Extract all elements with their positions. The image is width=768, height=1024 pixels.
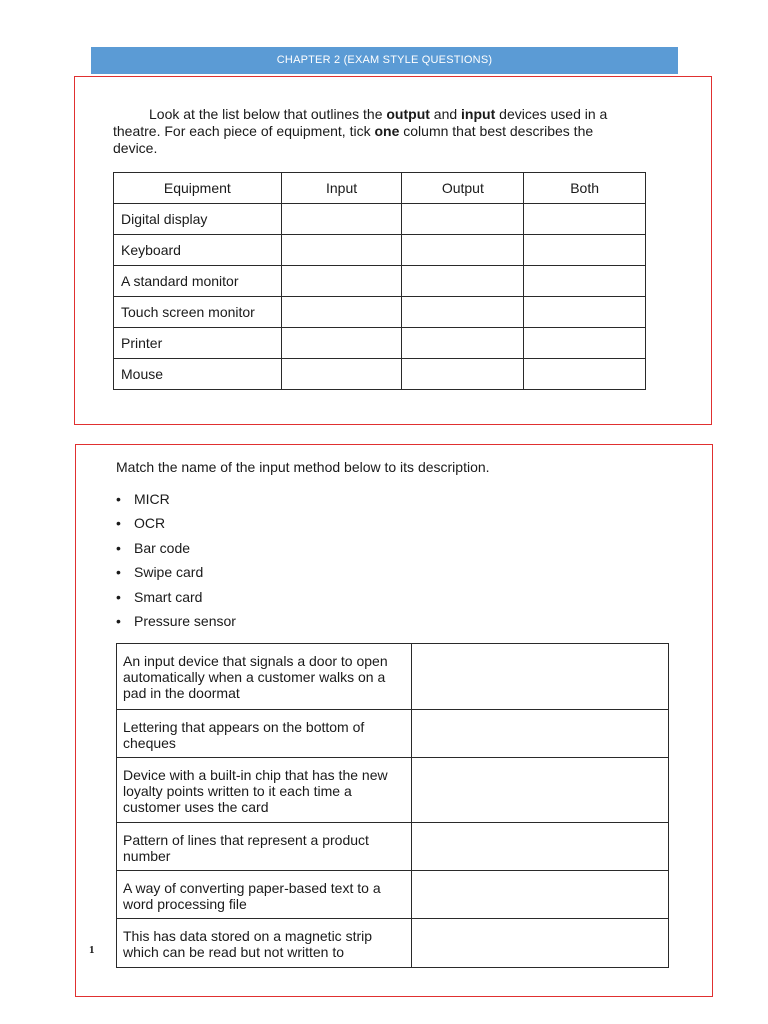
answer-cell[interactable] (411, 823, 668, 871)
method-label: Swipe card (134, 564, 204, 581)
table-row (114, 266, 646, 297)
tick-cell-input[interactable] (281, 297, 402, 328)
list-item (116, 562, 236, 586)
tick-cell-both[interactable] (524, 204, 646, 235)
input-method-list (116, 489, 236, 635)
answer-cell[interactable] (411, 919, 668, 968)
description-cell: An input device that signals a door to open automatically when a customer walks on a pad in the doormat (117, 644, 412, 710)
tick-cell-input[interactable] (281, 266, 402, 297)
equipment-name: Touch screen monitor (114, 297, 282, 328)
bullet-icon: • (116, 588, 121, 605)
chapter-header: CHAPTER 2 (EXAM STYLE QUESTIONS) (91, 47, 678, 74)
method-label: Smart card (134, 588, 203, 605)
table-row (117, 644, 669, 710)
description-cell: Device with a built-in chip that has the new loyalty points written to it each time a customer uses the card (117, 758, 412, 823)
answer-cell[interactable] (411, 710, 668, 758)
tick-cell-output[interactable] (402, 328, 524, 359)
list-item (116, 513, 236, 537)
tick-cell-both[interactable] (524, 297, 646, 328)
method-label: OCR (134, 515, 166, 532)
tick-cell-input[interactable] (281, 359, 402, 390)
equipment-name: Keyboard (114, 235, 282, 266)
column-header-both: Both (524, 173, 646, 204)
tick-cell-both[interactable] (524, 328, 646, 359)
table-row (117, 710, 669, 758)
table-row (117, 823, 669, 871)
description-cell: This has data stored on a magnetic strip which can be read but not written to (117, 919, 412, 968)
tick-cell-input[interactable] (281, 235, 402, 266)
table-row (114, 359, 646, 390)
tick-cell-output[interactable] (402, 204, 524, 235)
bullet-icon: • (116, 564, 121, 581)
method-label: Pressure sensor (134, 612, 236, 629)
equipment-name: A standard monitor (114, 266, 282, 297)
equipment-table (113, 172, 646, 390)
tick-cell-both[interactable] (524, 359, 646, 390)
tick-cell-output[interactable] (402, 235, 524, 266)
column-header-output: Output (402, 173, 524, 204)
equipment-table-header (114, 173, 646, 204)
list-item (116, 538, 236, 562)
description-cell: A way of converting paper-based text to a word processing file (117, 871, 412, 919)
tick-cell-both[interactable] (524, 235, 646, 266)
method-label: Bar code (134, 539, 191, 556)
bullet-icon: • (116, 612, 121, 629)
table-row (117, 758, 669, 823)
description-cell: Pattern of lines that represent a product number (117, 823, 412, 871)
tick-cell-output[interactable] (402, 297, 524, 328)
question-1-instructions: Look at the list below that outlines the output and input devices used in a theatre. For each piece of equipment, tick one column that best describes the device. (113, 106, 608, 156)
table-row (117, 871, 669, 919)
column-header-equipment: Equipment (114, 173, 282, 204)
table-row (117, 919, 669, 968)
equipment-name: Printer (114, 328, 282, 359)
answer-cell[interactable] (411, 871, 668, 919)
match-table (116, 643, 669, 968)
list-item (116, 611, 236, 635)
bullet-icon: • (116, 491, 121, 507)
bullet-icon: • (116, 539, 121, 556)
page-number: 1 (89, 944, 95, 956)
tick-cell-input[interactable] (281, 204, 402, 235)
equipment-name: Digital display (114, 204, 282, 235)
equipment-name: Mouse (114, 359, 282, 390)
description-cell: Lettering that appears on the bottom of cheques (117, 710, 412, 758)
tick-cell-output[interactable] (402, 266, 524, 297)
method-label: MICR (134, 491, 170, 507)
table-row (114, 204, 646, 235)
table-row (114, 297, 646, 328)
table-row (114, 235, 646, 266)
tick-cell-output[interactable] (402, 359, 524, 390)
bullet-icon: • (116, 515, 121, 532)
tick-cell-input[interactable] (281, 328, 402, 359)
list-item (116, 489, 236, 513)
tick-cell-both[interactable] (524, 266, 646, 297)
column-header-input: Input (281, 173, 402, 204)
table-row (114, 328, 646, 359)
list-item (116, 587, 236, 611)
question-2-instructions: Match the name of the input method below to its description. (116, 459, 490, 475)
answer-cell[interactable] (411, 644, 668, 710)
answer-cell[interactable] (411, 758, 668, 823)
